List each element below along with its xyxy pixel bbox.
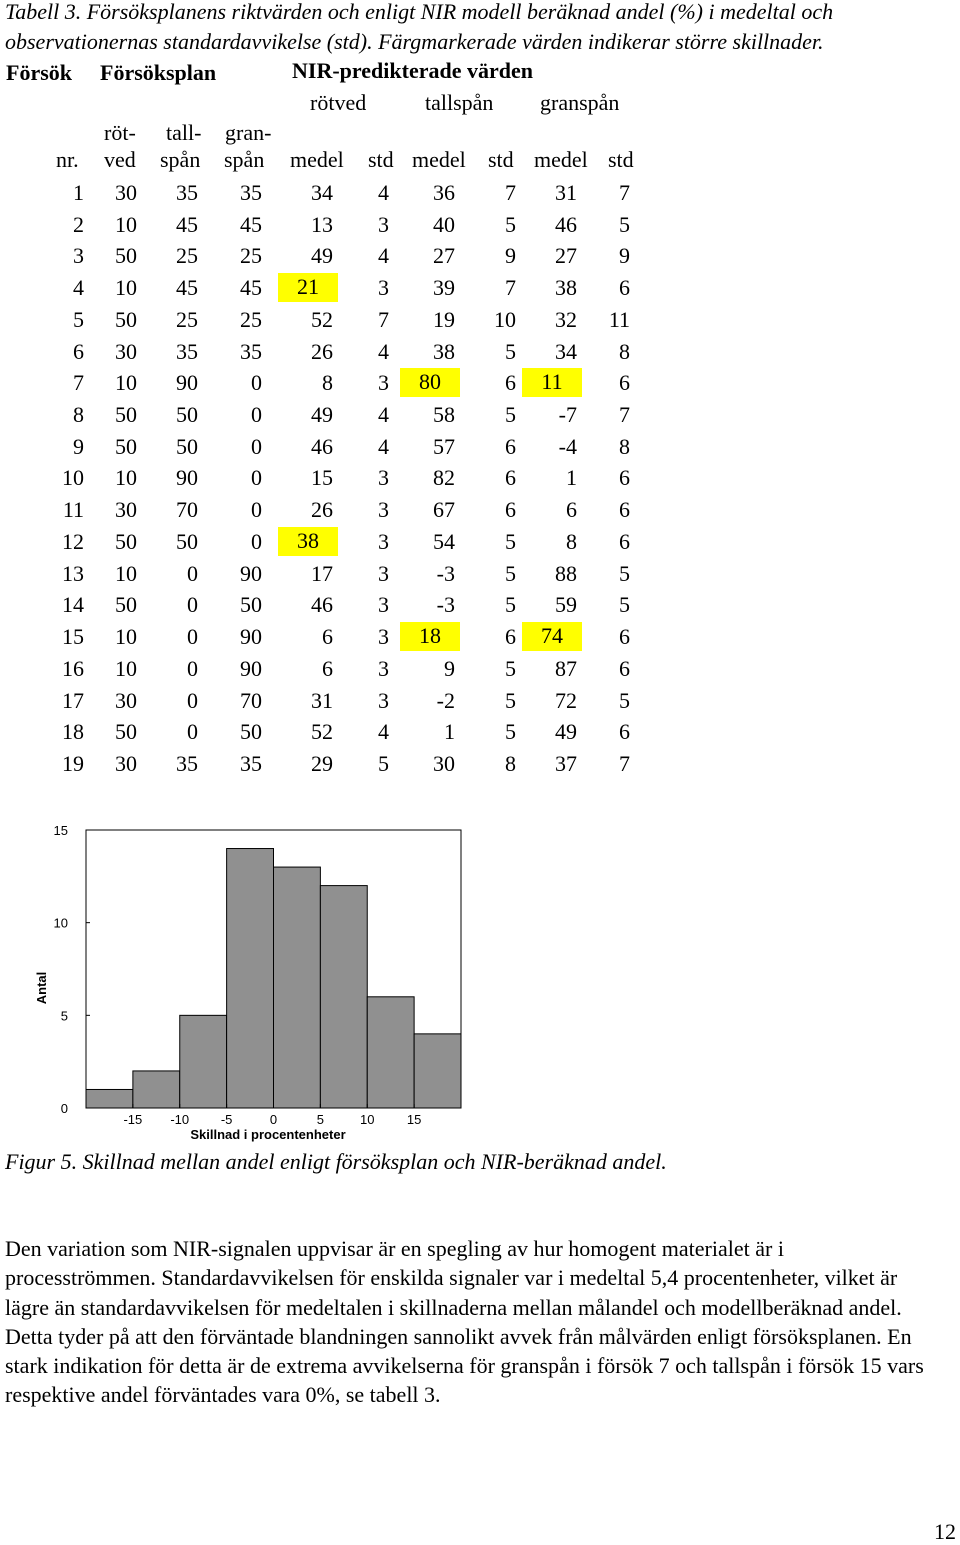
table-cell: 45	[240, 275, 262, 301]
histogram-bar	[367, 997, 414, 1108]
table-cell: 6	[505, 433, 516, 459]
table-cell: 45	[240, 211, 262, 237]
table-cell: 30	[115, 750, 137, 776]
table-cell: 5	[619, 211, 630, 237]
table-cell: -2	[436, 687, 455, 713]
table-cell: 5	[505, 655, 516, 681]
table-cell: 6	[619, 624, 630, 650]
table-cell: 10	[115, 655, 137, 681]
table-cell: 0	[251, 465, 262, 491]
table-cell: 4	[378, 433, 389, 459]
table-cell: 35	[176, 750, 198, 776]
x-tick-label: 0	[269, 1112, 278, 1127]
table-cell: 4	[378, 719, 389, 745]
table-cell: 0	[187, 560, 198, 586]
table-cell: 36	[433, 180, 455, 205]
table-cell: 82	[433, 465, 455, 491]
table-cell: 6	[619, 497, 630, 523]
table-cell: 50	[176, 528, 198, 554]
figure-caption: Figur 5. Skillnad mellan andel enligt försöksplan och NIR-beräknad andel.	[5, 1149, 667, 1174]
table-caption-line1: Tabell 3. Försöksplanens riktvärden och enligt NIR modell beräknad andel (%) i medeltal och	[5, 0, 834, 24]
table-cell: 0	[251, 370, 262, 396]
table-cell: 74	[522, 622, 582, 651]
header-medel-granspan: medel	[534, 147, 588, 172]
header-rot-line1: röt-	[104, 120, 136, 145]
table-cell: 27	[555, 243, 577, 269]
table-cell: 30	[115, 338, 137, 364]
table-cell: 0	[187, 624, 198, 650]
y-tick-label: 10	[53, 915, 68, 931]
table-cell: 5	[619, 592, 630, 618]
table-cell: 90	[176, 370, 198, 396]
y-tick-label: 5	[60, 1008, 68, 1024]
table-cell: 6	[322, 655, 333, 681]
table-cell: 17	[62, 687, 84, 713]
table-cell: 11	[608, 306, 630, 332]
histogram-bar	[274, 867, 321, 1108]
table-cell: 0	[251, 433, 262, 459]
header-nir: NIR-predikterade värden	[292, 58, 533, 83]
table-cell: 5	[505, 402, 516, 428]
table-cell: 35	[240, 338, 262, 364]
table-cell: 88	[555, 560, 577, 586]
table-cell: 35	[176, 180, 198, 205]
table-cell: -7	[558, 402, 577, 428]
table-cell: 50	[115, 592, 137, 618]
table-cell: 10	[115, 275, 137, 301]
table-cell: 5	[73, 306, 84, 332]
table-cell: 3	[378, 275, 389, 301]
table-cell: 37	[555, 750, 577, 776]
header-tall-line2: spån	[160, 147, 201, 172]
table-cell: 21	[278, 273, 338, 302]
table-cell: 54	[433, 528, 455, 554]
table-cell: 6	[566, 497, 577, 523]
table-cell: 90	[240, 560, 262, 586]
table-cell: 39	[433, 275, 455, 301]
table-cell: 16	[62, 655, 84, 681]
header-forsoksplan: Försöksplan	[100, 60, 217, 85]
table-cell: 6	[322, 624, 333, 650]
table-cell: 1	[566, 465, 577, 491]
table-cell: 5	[619, 687, 630, 713]
table-cell: 18	[400, 622, 460, 651]
header-rotved: rötved	[310, 90, 367, 115]
table-cell: 5	[505, 560, 516, 586]
table-cell: 5	[619, 560, 630, 586]
table-cell: 10	[115, 465, 137, 491]
table-cell: 8	[322, 370, 333, 396]
x-tick-label: -15	[123, 1112, 143, 1127]
table-cell: 30	[433, 750, 455, 776]
header-std-granspan: std	[608, 147, 634, 172]
table-cell: -3	[436, 560, 455, 586]
table-cell: 49	[311, 402, 333, 428]
table-cell: 0	[251, 497, 262, 523]
table-cell: 3	[378, 624, 389, 650]
table-cell: 26	[311, 497, 333, 523]
table-cell: 4	[378, 402, 389, 428]
header-tallspan: tallspån	[425, 90, 494, 115]
table-cell: 11	[62, 497, 84, 523]
table-cell: 13	[311, 211, 333, 237]
table-cell: 19	[62, 750, 84, 776]
histogram-bar	[227, 849, 274, 1108]
table-cell: 49	[311, 243, 333, 269]
x-tick-label: -5	[220, 1112, 233, 1127]
table-cell: 6	[73, 338, 84, 364]
table-cell: 5	[505, 687, 516, 713]
x-tick-label: -10	[170, 1112, 190, 1127]
table-cell: 50	[115, 433, 137, 459]
table-cell: 6	[505, 370, 516, 396]
table-cell: 50	[240, 719, 262, 745]
table-cell: 29	[311, 750, 333, 776]
table-cell: 6	[505, 497, 516, 523]
table-cell: 30	[115, 180, 137, 205]
table-cell: 34	[311, 180, 333, 205]
table-cell: 25	[240, 243, 262, 269]
table-cell: 0	[187, 687, 198, 713]
table-cell: 5	[505, 719, 516, 745]
table-cell: 38	[555, 275, 577, 301]
table-cell: 27	[433, 243, 455, 269]
table-cell: 8	[619, 338, 630, 364]
table-cell: 70	[240, 687, 262, 713]
table-cell: 59	[555, 592, 577, 618]
table-cell: 50	[115, 402, 137, 428]
table-cell: 49	[555, 719, 577, 745]
table-cell: 3	[378, 211, 389, 237]
x-tick-label: 15	[406, 1112, 422, 1127]
table-cell: 7	[505, 180, 516, 205]
table-cell: 6	[619, 528, 630, 554]
histogram-chart	[0, 810, 480, 1150]
table-cell: 50	[176, 433, 198, 459]
table-cell: 15	[311, 465, 333, 491]
histogram-bar	[133, 1071, 180, 1108]
table-cell: 50	[176, 402, 198, 428]
table-cell: 25	[240, 306, 262, 332]
table-cell: 4	[378, 180, 389, 205]
table-cell: 7	[619, 750, 630, 776]
table-cell: 3	[73, 243, 84, 269]
table-cell: 13	[62, 560, 84, 586]
header-nr: nr.	[56, 147, 79, 172]
header-rot-line2: ved	[104, 147, 136, 172]
table-cell: 67	[433, 497, 455, 523]
table-cell: 3	[378, 370, 389, 396]
header-medel-tallspan: medel	[412, 147, 466, 172]
table-cell: 11	[522, 368, 582, 397]
y-tick-label: 0	[60, 1101, 68, 1116]
table-cell: 6	[619, 465, 630, 491]
table-cell: 10	[115, 624, 137, 650]
table-cell: 25	[176, 243, 198, 269]
table-cell: 0	[187, 719, 198, 745]
table-cell: 6	[619, 719, 630, 745]
table-caption-line2: observationernas standardavvikelse (std). Färgmarkerade värden indikerar större skillnader.	[5, 29, 824, 54]
histogram-bar	[414, 1034, 461, 1108]
table-cell: 5	[505, 338, 516, 364]
histogram-bar	[86, 1089, 133, 1108]
table-cell: 14	[62, 592, 84, 618]
table-cell: 52	[311, 719, 333, 745]
table-cell: 35	[176, 338, 198, 364]
table-cell: 50	[115, 719, 137, 745]
table-cell: 2	[73, 211, 84, 237]
table-cell: 6	[619, 655, 630, 681]
table-cell: 7	[619, 180, 630, 205]
table-cell: 26	[311, 338, 333, 364]
table-cell: 6	[619, 275, 630, 301]
table-cell: 50	[115, 528, 137, 554]
table-cell: 31	[311, 687, 333, 713]
table-cell: 7	[378, 306, 389, 332]
x-axis-label: Skillnad i procentenheter	[190, 1127, 346, 1142]
table-cell: 38	[433, 338, 455, 364]
table-cell: 9	[73, 433, 84, 459]
table-cell: 57	[433, 433, 455, 459]
table-cell: 3	[378, 655, 389, 681]
table-cell: 90	[240, 655, 262, 681]
table-cell: 35	[240, 750, 262, 776]
header-std-rotved: std	[368, 147, 394, 172]
table-cell: 3	[378, 560, 389, 586]
header-forsok: Försök	[6, 60, 72, 85]
table-cell: 72	[555, 687, 577, 713]
table-cell: 6	[505, 465, 516, 491]
table-cell: 5	[505, 592, 516, 618]
header-granspan: granspån	[540, 90, 620, 115]
table-cell: 35	[240, 180, 262, 205]
table-cell: -4	[558, 433, 577, 459]
table-cell: 80	[400, 368, 460, 397]
table-cell: 50	[115, 306, 137, 332]
table-cell: 5	[378, 750, 389, 776]
table-cell: 7	[619, 402, 630, 428]
table-cell: 38	[278, 527, 338, 556]
table-cell: 32	[555, 306, 577, 332]
table-cell: 90	[240, 624, 262, 650]
table-cell: 50	[115, 243, 137, 269]
table-cell: 9	[505, 243, 516, 269]
table-cell: 3	[378, 592, 389, 618]
table-cell: 46	[311, 592, 333, 618]
table-cell: 18	[62, 719, 84, 745]
table-cell: 0	[187, 592, 198, 618]
x-tick-label: 10	[360, 1112, 375, 1127]
table-cell: 3	[378, 497, 389, 523]
table-cell: 31	[555, 180, 577, 205]
table-cell: 4	[73, 275, 84, 301]
table-cell: 8	[566, 528, 577, 554]
table-cell: 17	[311, 560, 333, 586]
table-cell: 8	[505, 750, 516, 776]
table-cell: 0	[251, 402, 262, 428]
table-cell: 46	[311, 433, 333, 459]
header-gran-line2: spån	[224, 147, 265, 172]
table-cell: 1	[444, 719, 455, 745]
y-tick-label: 15	[53, 823, 68, 838]
table-cell: 3	[378, 528, 389, 554]
table-cell: 7	[505, 275, 516, 301]
table-cell: 40	[433, 211, 455, 237]
table-cell: 9	[619, 243, 630, 269]
table-cell: 30	[115, 687, 137, 713]
body-paragraph: Den variation som NIR-signalen uppvisar är en spegling av hur homogent materialet är i procesströmmen. Standardavvikelsen för enskilda signaler var i medeltal 5,4 procentenheter, vilket är lägre än standardavvikelsen för medeltalen i skillnaderna mellan målandel och modellberäknad andel. Detta tyder på att den förväntade blandningen sannolikt avvek från målvärden enligt försöksplanen. En stark indikation för detta är de extrema avvikelserna för granspån i försök 7 och tallspån i försök 15 vars respektive andel förväntades vara 0%, se tabell 3.	[5, 1236, 924, 1408]
table-cell: 10	[494, 306, 516, 332]
table-cell: 25	[176, 306, 198, 332]
table-cell: 9	[444, 655, 455, 681]
table-cell: 30	[115, 497, 137, 523]
table-cell: 52	[311, 306, 333, 332]
header-medel-rotved: medel	[290, 147, 344, 172]
table-cell: 12	[62, 528, 84, 554]
table-cell: 90	[176, 465, 198, 491]
table-cell: 15	[62, 624, 84, 650]
table-cell: 10	[115, 560, 137, 586]
table-cell: 50	[240, 592, 262, 618]
histogram-bar	[320, 886, 367, 1108]
table-cell: 0	[187, 655, 198, 681]
header-tall-line1: tall-	[166, 120, 202, 145]
table-cell: 70	[176, 497, 198, 523]
table-cell: 5	[505, 528, 516, 554]
table-cell: 5	[505, 211, 516, 237]
table-cell: 87	[555, 655, 577, 681]
header-gran-line1: gran-	[225, 120, 272, 145]
table-cell: 19	[433, 306, 455, 332]
table-cell: 46	[555, 211, 577, 237]
table-cell: 10	[115, 211, 137, 237]
table-cell: 6	[619, 370, 630, 396]
y-axis-label: Antal	[34, 971, 49, 1005]
table-cell: 4	[378, 243, 389, 269]
table-cell: 8	[73, 402, 84, 428]
table-cell: -3	[436, 592, 455, 618]
table-cell: 3	[378, 687, 389, 713]
table-cell: 8	[619, 433, 630, 459]
header-std-tallspan: std	[488, 147, 514, 172]
table-cell: 58	[433, 402, 455, 428]
table-cell: 34	[555, 338, 577, 364]
table-cell: 10	[62, 465, 84, 491]
table-cell: 7	[73, 370, 84, 396]
x-tick-label: 5	[316, 1112, 324, 1127]
table-cell: 3	[378, 465, 389, 491]
table-cell: 4	[378, 338, 389, 364]
table-cell: 45	[176, 211, 198, 237]
table-cell: 10	[115, 370, 137, 396]
table-cell: 6	[505, 624, 516, 650]
table-cell: 0	[251, 528, 262, 554]
table-cell: 1	[73, 180, 84, 205]
page-number: 12	[934, 1519, 956, 1544]
table-cell: 45	[176, 275, 198, 301]
histogram-bar	[180, 1015, 227, 1108]
